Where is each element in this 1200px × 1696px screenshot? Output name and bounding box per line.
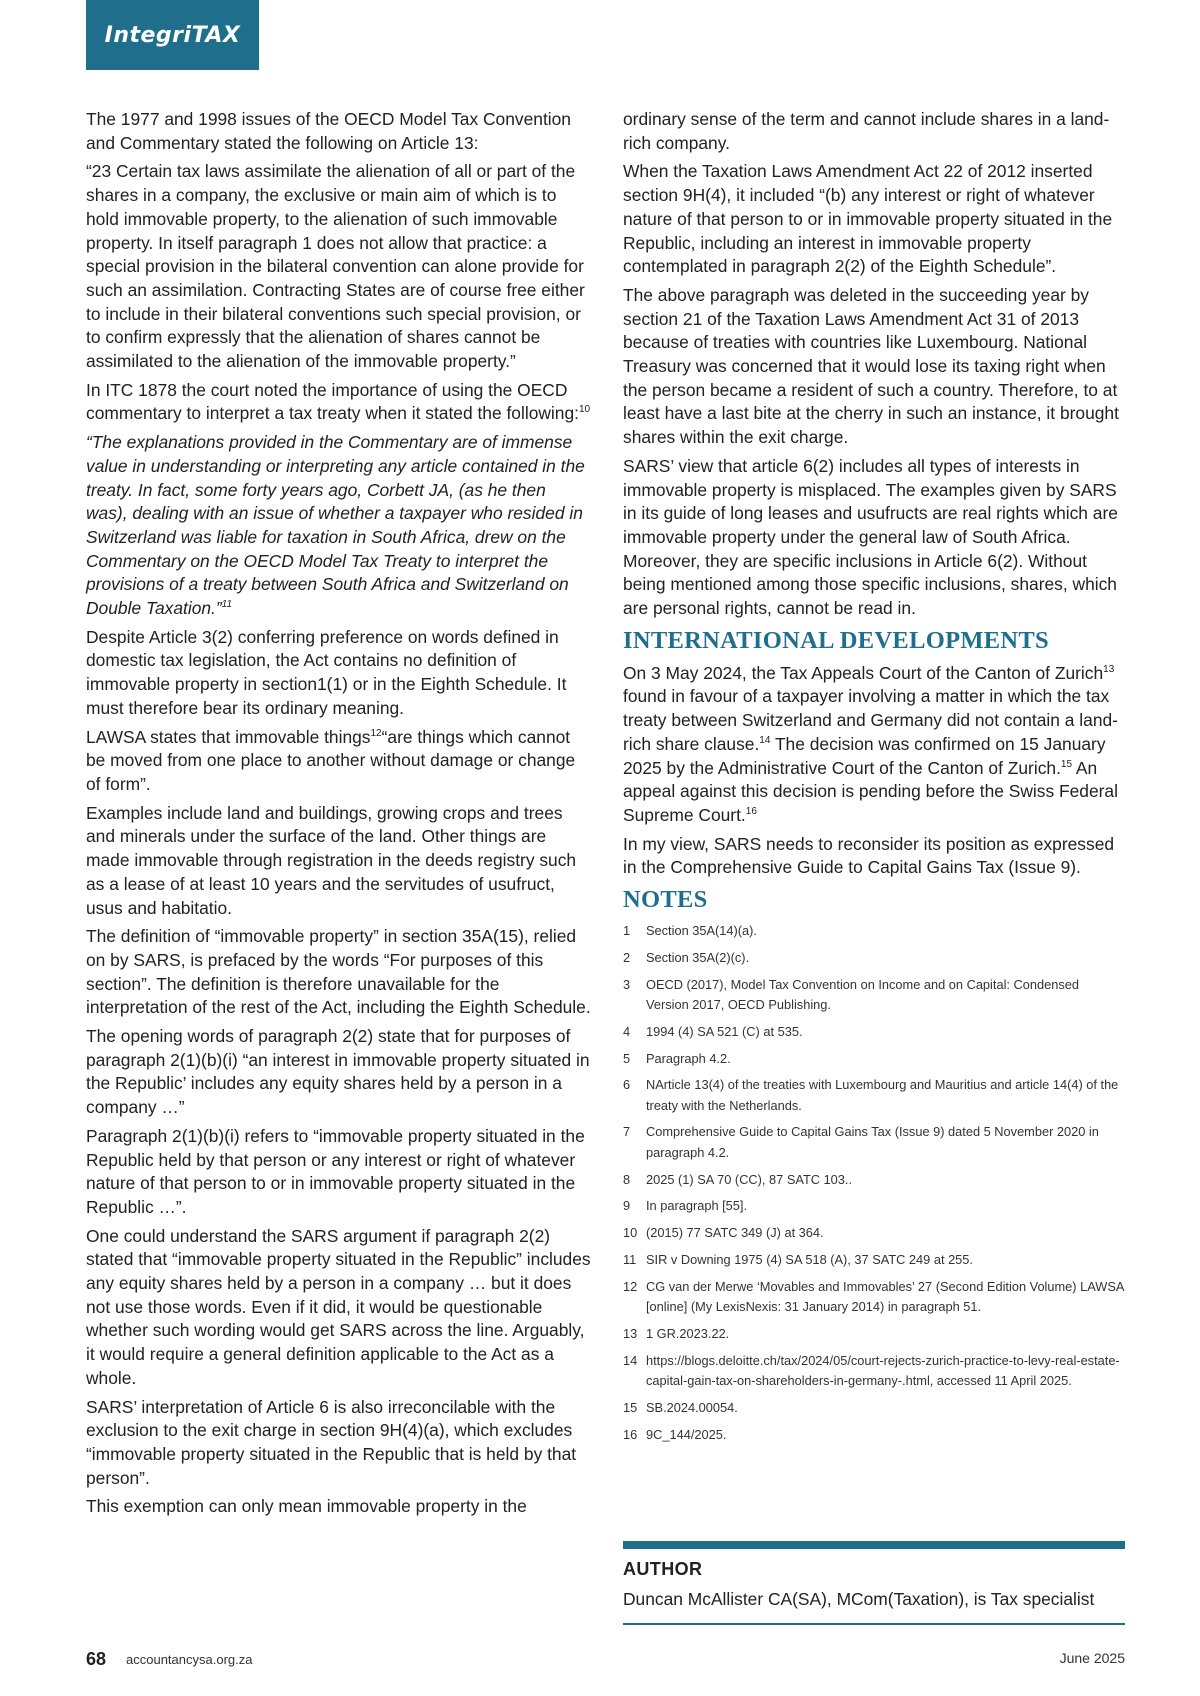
note-text: OECD (2017), Model Tax Convention on Income and on Capital: Condensed Version 2017, OECD Publishing. xyxy=(646,976,1079,1012)
note-item xyxy=(623,921,1125,941)
paragraph-text: LAWSA states that immovable things xyxy=(86,726,371,747)
note-text: Comprehensive Guide to Capital Gains Tax (Issue 9) dated 5 November 2020 in paragraph 4.2. xyxy=(646,1124,1099,1160)
paragraph: Despite Article 3(2) conferring preference on words defined in domestic tax legislation, the Act contains no definition of immovable property in section1(1) or in the Eighth Schedule. It must therefore bear its ordinary meaning. xyxy=(86,626,567,718)
footnote-ref: 15 xyxy=(1060,758,1073,770)
footnote-ref: 13 xyxy=(1103,663,1115,675)
notes-list xyxy=(623,921,1125,1445)
note-item xyxy=(623,948,1125,968)
note-number: 8 xyxy=(623,1171,631,1187)
note-text[interactable]: https://blogs.deloitte.ch/tax/2024/05/court-rejects-zurich-practice-to-levy-real-estate-capital-gain-tax-on-shareholders-in-germany-.html, accessed 11 April 2025. xyxy=(646,1352,1120,1388)
left-column xyxy=(86,108,591,1524)
note-item xyxy=(623,1170,1125,1190)
note-text: NArticle 13(4) of the treaties with Luxembourg and Mauritius and article 14(4) of the treaty with the Netherlands. xyxy=(646,1077,1119,1113)
note-item xyxy=(623,1250,1125,1270)
integritax-logo xyxy=(86,0,259,70)
note-item xyxy=(623,1022,1125,1042)
note-number: 15 xyxy=(623,1399,638,1415)
footnote-ref: 11 xyxy=(221,599,233,611)
note-text: SIR v Downing 1975 (4) SA 518 (A), 37 SATC 249 at 255. xyxy=(646,1251,973,1267)
footnote-ref: 14 xyxy=(759,735,771,747)
notes-heading: NOTES xyxy=(623,886,708,914)
international-developments-heading: INTERNATIONAL DEVELOPMENTS xyxy=(623,626,1049,654)
note-item xyxy=(623,1196,1125,1216)
note-text: 2025 (1) SA 70 (CC), 87 SATC 103.. xyxy=(646,1171,853,1187)
note-text: 9C_144/2025. xyxy=(646,1426,727,1442)
paragraph-text: “are things which cannot be moved from one place to another without damage or change of form”. xyxy=(86,726,576,794)
page-number: 68 xyxy=(86,1649,107,1669)
note-number: 13 xyxy=(623,1325,638,1341)
note-number: 5 xyxy=(623,1050,631,1066)
note-number: 2 xyxy=(623,949,631,965)
author-bio: Duncan McAllister CA(SA), MCom(Taxation), is Tax specialist xyxy=(623,1589,1095,1609)
note-number: 16 xyxy=(623,1426,638,1442)
paragraph: ordinary sense of the term and cannot include shares in a land-rich company. xyxy=(623,109,1110,153)
note-number: 7 xyxy=(623,1124,631,1140)
paragraph-text: The decision was confirmed on 15 January 2025 by the Administrative Court of the Canton of Zurich. xyxy=(623,733,1106,778)
note-text: Section 35A(14)(a). xyxy=(646,923,757,939)
paragraph: SARS’ interpretation of Article 6 is also irreconcilable with the exclusion to the exit charge in section 9H(4)(a), which excludes “immovable property situated in the Republic that is held by that person”. xyxy=(86,1396,577,1488)
note-item xyxy=(623,1324,1125,1344)
footnote-ref: 12 xyxy=(370,727,382,739)
note-item xyxy=(623,1075,1125,1116)
note-item xyxy=(623,1049,1125,1069)
note-number: 3 xyxy=(623,976,631,992)
footnote-ref: 16 xyxy=(745,806,757,818)
footnote-ref: 10 xyxy=(578,404,591,416)
paragraph-text: On 3 May 2024, the Tax Appeals Court of the Canton of Zurich xyxy=(623,662,1104,683)
note-number: 10 xyxy=(623,1225,638,1241)
note-number: 9 xyxy=(623,1198,631,1214)
note-number: 4 xyxy=(623,1023,631,1039)
paragraph: In my view, SARS needs to reconsider its position as expressed in the Comprehensive Guide to Capital Gains Tax (Issue 9). xyxy=(623,833,1115,878)
note-number: 12 xyxy=(623,1278,638,1294)
note-item xyxy=(623,1223,1125,1243)
paragraph: One could understand the SARS argument if paragraph 2(2) stated that “immovable property situated in the Republic” includes any equity shares held by a person in a company … but it does not use those words. Even if it did, it would be questionable whether such wording would get SARS across the line. Arguably, it would require a general definition applicable to the Act as a whole. xyxy=(86,1225,591,1388)
paragraph: When the Taxation Laws Amendment Act 22 of 2012 inserted section 9H(4), it included “(b) any interest or right of whatever nature of that person to or in immovable property situated in the Republic, including an interest in immovable property contemplated in paragraph 2(2) of the Eighth Schedule”. xyxy=(623,161,1113,277)
author-divider-bar xyxy=(623,1541,1125,1549)
note-item xyxy=(623,975,1125,1016)
oecd-quote: “23 Certain tax laws assimilate the alienation of all or part of the shares in a company, the exclusive or main aim of which is to hold immovable property, to the alienation of such immovable property. In itself paragraph 1 does not allow that practice: a special provision in the bilateral convention can alone provide for such an assimilation. Contracting States are of course free either to include in their bilateral conventions such special provision, or to confirm expressly that the alienation of shares cannot be assimilated to the alienation of the immovable property.” xyxy=(86,161,585,372)
quote-text: “The explanations provided in the Commentary are of immense value in understanding or interpreting any article contained in the treaty. In fact, some forty years ago, Corbett JA, (as he then was), dealing with an issue of whether a taxpayer who resided in Switzerland was liable for taxation in South Africa, drew on the Commentary on the OECD Model Tax Treaty to interpret the provisions of a treaty between South Africa and Switzerland on Double Taxation.” xyxy=(86,432,585,619)
note-item xyxy=(623,1398,1125,1418)
note-item xyxy=(623,1122,1125,1163)
right-column xyxy=(623,108,1125,1451)
site-link[interactable]: accountancysa.org.za xyxy=(126,1652,253,1667)
note-text: (2015) 77 SATC 349 (J) at 364. xyxy=(646,1225,824,1241)
note-number: 6 xyxy=(623,1077,631,1093)
note-text: CG van der Merwe ‘Movables and Immovables’ 27 (Second Edition Volume) LAWSA [online] (My LexisNexis: 31 January 2014) in paragraph 51. xyxy=(646,1278,1124,1315)
paragraph-text: In ITC 1878 the court noted the importance of using the OECD commentary to interpret a tax treaty when it stated the following: xyxy=(86,379,579,424)
brand-text: IntegriTAX xyxy=(104,22,241,48)
note-number: 14 xyxy=(623,1352,638,1368)
paragraph xyxy=(86,379,591,426)
court-quote xyxy=(86,431,591,621)
paragraph xyxy=(86,726,591,797)
paragraph: This exemption can only mean immovable property in the xyxy=(86,1496,527,1517)
note-text: Paragraph 4.2. xyxy=(646,1050,731,1066)
author-bottom-rule xyxy=(623,1623,1125,1625)
paragraph xyxy=(623,662,1125,828)
note-text: In paragraph [55]. xyxy=(646,1198,748,1214)
paragraph: The 1977 and 1998 issues of the OECD Model Tax Convention and Commentary stated the following on Article 13: xyxy=(86,109,571,153)
note-text: Section 35A(2)(c). xyxy=(646,949,750,965)
paragraph-text: found in favour of a taxpayer involving a matter in which the tax treaty between Switzerland and Germany did not contain a land-rich share clause. xyxy=(623,686,1118,754)
note-number: 1 xyxy=(623,923,631,939)
note-number: 11 xyxy=(623,1251,637,1267)
note-item xyxy=(623,1351,1125,1392)
paragraph: The opening words of paragraph 2(2) state that for purposes of paragraph 2(1)(b)(i) “an interest in immovable property situated in the Republic’ includes any equity shares held by a person in a company …” xyxy=(86,1026,590,1118)
paragraph: The definition of “immovable property” in section 35A(15), relied on by SARS, is prefaced by the words “For purposes of this section”. The definition is therefore unavailable for the interpretation of the rest of the Act, including the Eighth Schedule. xyxy=(86,926,591,1018)
note-item xyxy=(623,1277,1125,1318)
note-item xyxy=(623,1425,1125,1445)
note-text: 1994 (4) SA 521 (C) at 535. xyxy=(646,1023,803,1039)
paragraph: Examples include land and buildings, growing crops and trees and minerals under the surface of the land. Other things are made immovable through registration in the deeds registry such as a lease of at least 10 years and the servitudes of usufruct, usus and habitatio. xyxy=(86,802,577,918)
paragraph-text: An appeal against this decision is pending before the Swiss Federal Supreme Court. xyxy=(623,757,1118,825)
author-heading: AUTHOR xyxy=(623,1559,703,1579)
issue-date: June 2025 xyxy=(1059,1650,1125,1666)
note-text: SB.2024.00054. xyxy=(646,1399,738,1415)
paragraph: Paragraph 2(1)(b)(i) refers to “immovable property situated in the Republic held by that person or any interest or right of whatever nature of that person to or in immovable property situated in the Republic …”. xyxy=(86,1125,585,1217)
paragraph: The above paragraph was deleted in the succeeding year by section 21 of the Taxation Laws Amendment Act 31 of 2013 because of treaties with countries like Luxembourg. National Treasury was concerned that it would lose its taxing right when the person became a resident of such a country. Therefore, to at least have a last bite at the cherry in such an instance, it brought shares within the exit charge. xyxy=(623,284,1119,448)
paragraph: SARS’ view that article 6(2) includes all types of interests in immovable property is misplaced. The examples given by SARS in its guide of long leases and usufructs are real rights which are immovable property under the general law of South Africa. Moreover, they are specific inclusions in Article 6(2). Without being mentioned among those specific inclusions, shares, which are personal rights, cannot be read in. xyxy=(623,455,1118,619)
note-text: 1 GR.2023.22. xyxy=(646,1325,730,1341)
